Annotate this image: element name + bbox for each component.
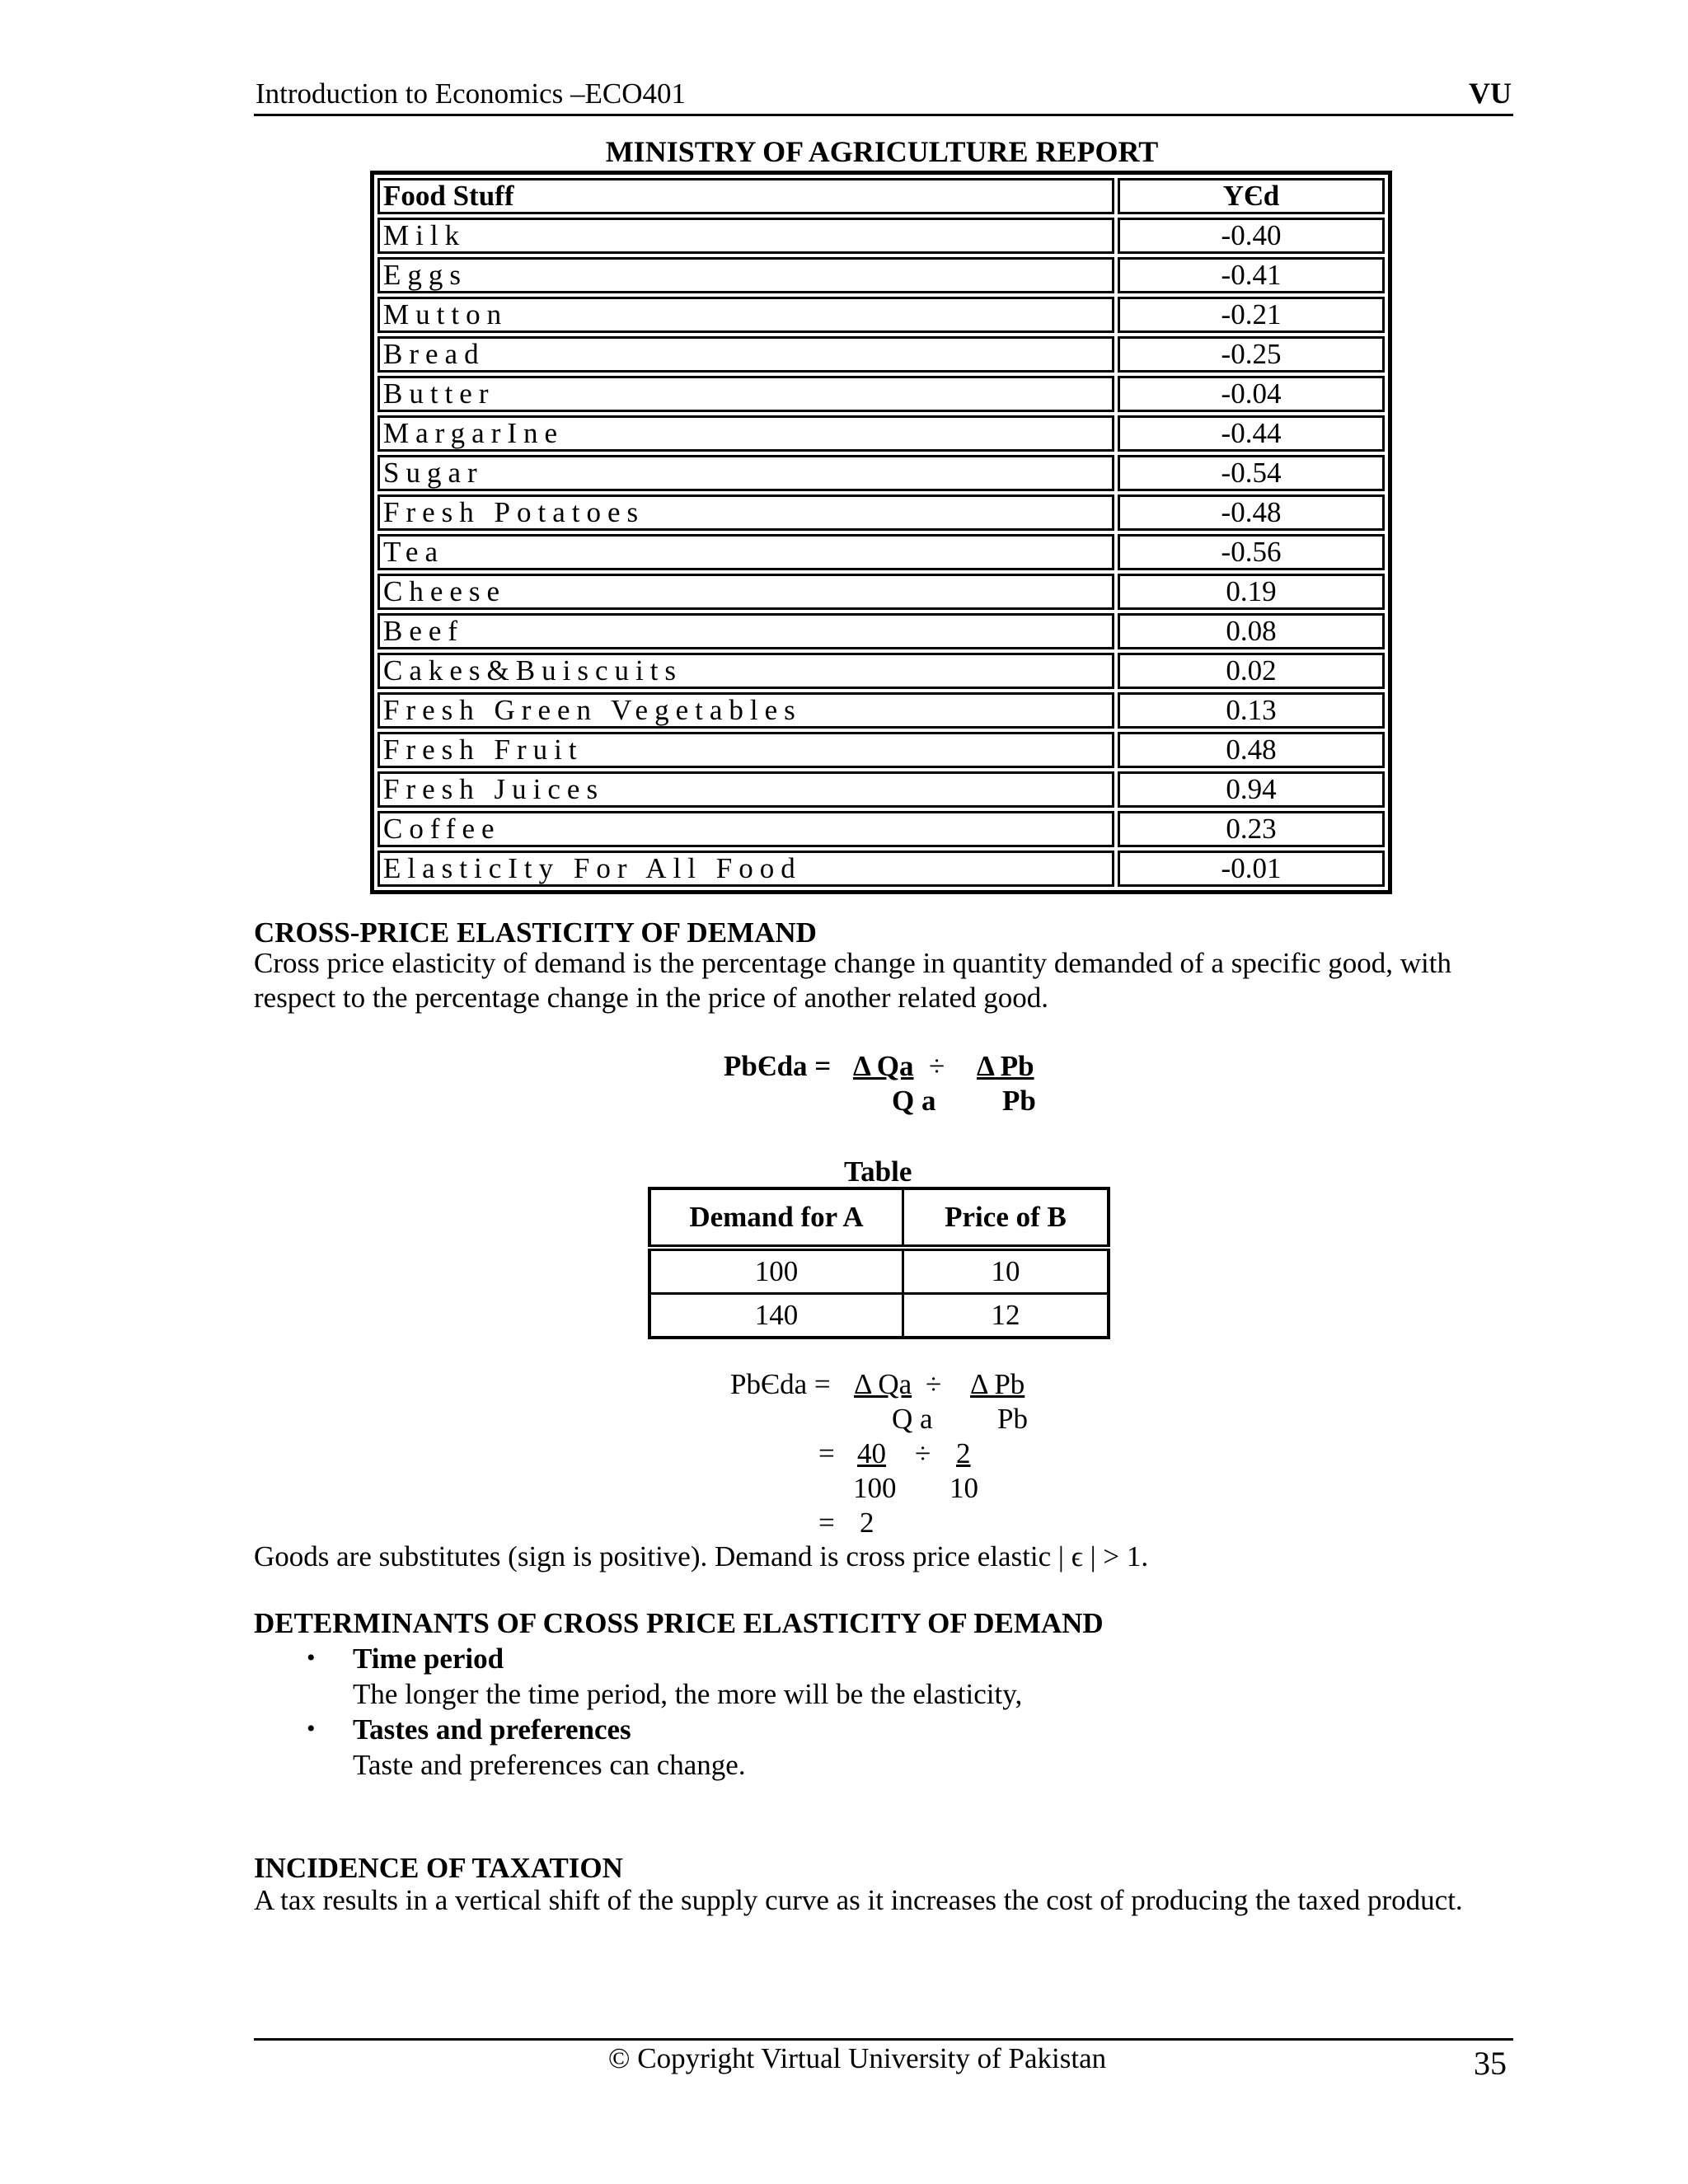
column-header-yed: YЄd	[1118, 178, 1385, 214]
table-row	[377, 613, 1385, 649]
elasticity-value-cell: 0.94	[1118, 771, 1385, 808]
table-row	[377, 415, 1385, 452]
food-item-cell: Eggs	[377, 257, 1114, 293]
calc-value-den1: 100	[853, 1472, 897, 1504]
elasticity-value-cell: 0.19	[1118, 574, 1385, 610]
incidence-text: A tax results in a vertical shift of the supply curve as it increases the cost of producing the taxed product.	[254, 1884, 1463, 1916]
calc-value-num1: 40	[857, 1437, 886, 1469]
ministry-report-title: MINISTRY OF AGRICULTURE REPORT	[605, 135, 1159, 168]
food-item-cell: Bread	[377, 336, 1114, 373]
table-row	[649, 1294, 1109, 1338]
column-header-food: Food Stuff	[377, 178, 1114, 214]
formula-num2: Δ Pb	[977, 1050, 1034, 1082]
elasticity-value-cell: -0.25	[1118, 336, 1385, 373]
food-item-cell: Fresh Juices	[377, 771, 1114, 808]
column-header-demand: Demand for A	[649, 1188, 903, 1248]
food-item-cell: Fresh Green Vegetables	[377, 692, 1114, 729]
elasticity-value-cell: -0.40	[1118, 218, 1385, 254]
table-row	[377, 534, 1385, 570]
formula-den1: Q a	[892, 1085, 936, 1117]
determinant-title-time: Time period	[353, 1643, 504, 1675]
calc-num2: Δ Pb	[970, 1368, 1025, 1400]
table-row	[377, 257, 1385, 293]
table-row	[377, 732, 1385, 768]
calc-result: 2	[860, 1507, 874, 1539]
table-cell: 100	[649, 1248, 903, 1294]
bullet-icon: •	[307, 1715, 316, 1742]
calc-op: ÷	[926, 1368, 942, 1400]
table-row	[377, 218, 1385, 254]
determinant-title-tastes: Tastes and preferences	[353, 1713, 631, 1746]
food-item-cell: Milk	[377, 218, 1114, 254]
table-row	[377, 494, 1385, 531]
calc-equals-2: =	[818, 1507, 835, 1539]
food-item-cell: Beef	[377, 613, 1114, 649]
calc-lhs: PbЄda =	[730, 1368, 831, 1400]
table-row	[377, 376, 1385, 412]
table-cell: 140	[649, 1294, 903, 1338]
elasticity-value-cell: -0.41	[1118, 257, 1385, 293]
table-row	[377, 771, 1385, 808]
food-item-cell: Fresh Fruit	[377, 732, 1114, 768]
table-header-row	[649, 1188, 1109, 1248]
formula-op: ÷	[929, 1050, 945, 1082]
calc-den2: Pb	[997, 1403, 1028, 1435]
elasticity-value-cell: -0.21	[1118, 297, 1385, 333]
course-title: Introduction to Economics –ECO401	[256, 77, 687, 110]
table-row	[377, 336, 1385, 373]
elasticity-value-cell: -0.54	[1118, 455, 1385, 491]
institution-label: VU	[1469, 77, 1512, 110]
cross-price-heading: CROSS-PRICE ELASTICITY OF DEMAND	[254, 916, 817, 949]
elasticity-value-cell: 0.48	[1118, 732, 1385, 768]
calc-den1: Q a	[892, 1403, 933, 1435]
page-header	[254, 76, 1513, 116]
cross-price-definition: Cross price elasticity of demand is the percentage change in quantity demanded of a specific good, with respect to the percentage change in the price of another related good.	[254, 947, 1451, 1014]
food-item-cell: Tea	[377, 534, 1114, 570]
table-row	[377, 455, 1385, 491]
food-elasticity-table	[370, 171, 1392, 894]
food-item-cell: Mutton	[377, 297, 1114, 333]
food-item-cell: Sugar	[377, 455, 1114, 491]
elasticity-value-cell: 0.13	[1118, 692, 1385, 729]
elasticity-value-cell: 0.02	[1118, 653, 1385, 689]
formula-num1: Δ Qa	[853, 1050, 914, 1082]
determinant-text-time: The longer the time period, the more will be the elasticity,	[353, 1678, 1023, 1710]
table-row	[377, 297, 1385, 333]
table-cell: 10	[903, 1248, 1109, 1294]
calc-equals: =	[818, 1437, 835, 1469]
food-item-cell: Cakes&Buiscuits	[377, 653, 1114, 689]
incidence-heading: INCIDENCE OF TAXATION	[254, 1852, 623, 1884]
calc-value-den2: 10	[950, 1472, 978, 1504]
elasticity-value-cell: -0.01	[1118, 851, 1385, 887]
table-row	[377, 653, 1385, 689]
conclusion-text: Goods are substitutes (sign is positive). Demand is cross price elastic | ϵ | > 1.	[254, 1540, 1149, 1572]
table-row	[377, 574, 1385, 610]
food-item-cell: Fresh Potatoes	[377, 494, 1114, 531]
elasticity-value-cell: -0.48	[1118, 494, 1385, 531]
copyright-notice: © Copyright Virtual University of Pakistan	[607, 2042, 1107, 2074]
elasticity-value-cell: -0.56	[1118, 534, 1385, 570]
food-item-cell: MargarIne	[377, 415, 1114, 452]
elasticity-value-cell: -0.04	[1118, 376, 1385, 412]
food-item-cell: ElasticIty For All Food	[377, 851, 1114, 887]
footer-divider	[254, 2038, 1513, 2041]
calc-value-num2: 2	[956, 1437, 971, 1469]
formula-den2: Pb	[1002, 1085, 1036, 1117]
determinants-heading: DETERMINANTS OF CROSS PRICE ELASTICITY OF DEMAND	[254, 1607, 1104, 1639]
table-caption: Table	[844, 1155, 912, 1188]
page-number: 35	[1474, 2045, 1507, 2082]
table-row	[377, 811, 1385, 847]
table-cell: 12	[903, 1294, 1109, 1338]
calc-value-op: ÷	[915, 1437, 931, 1469]
elasticity-value-cell: -0.44	[1118, 415, 1385, 452]
table-row	[377, 851, 1385, 887]
elasticity-value-cell: 0.08	[1118, 613, 1385, 649]
elasticity-value-cell: 0.23	[1118, 811, 1385, 847]
bullet-icon: •	[307, 1644, 316, 1671]
table-row	[649, 1248, 1109, 1294]
table-row	[377, 692, 1385, 729]
determinant-text-tastes: Taste and preferences can change.	[353, 1749, 746, 1781]
demand-price-table	[648, 1187, 1110, 1339]
formula-lhs: PbЄda =	[724, 1050, 832, 1082]
food-item-cell: Coffee	[377, 811, 1114, 847]
column-header-price: Price of B	[903, 1188, 1109, 1248]
food-item-cell: Cheese	[377, 574, 1114, 610]
food-item-cell: Butter	[377, 376, 1114, 412]
table-header-row	[377, 178, 1385, 214]
calc-num1: Δ Qa	[854, 1368, 912, 1400]
